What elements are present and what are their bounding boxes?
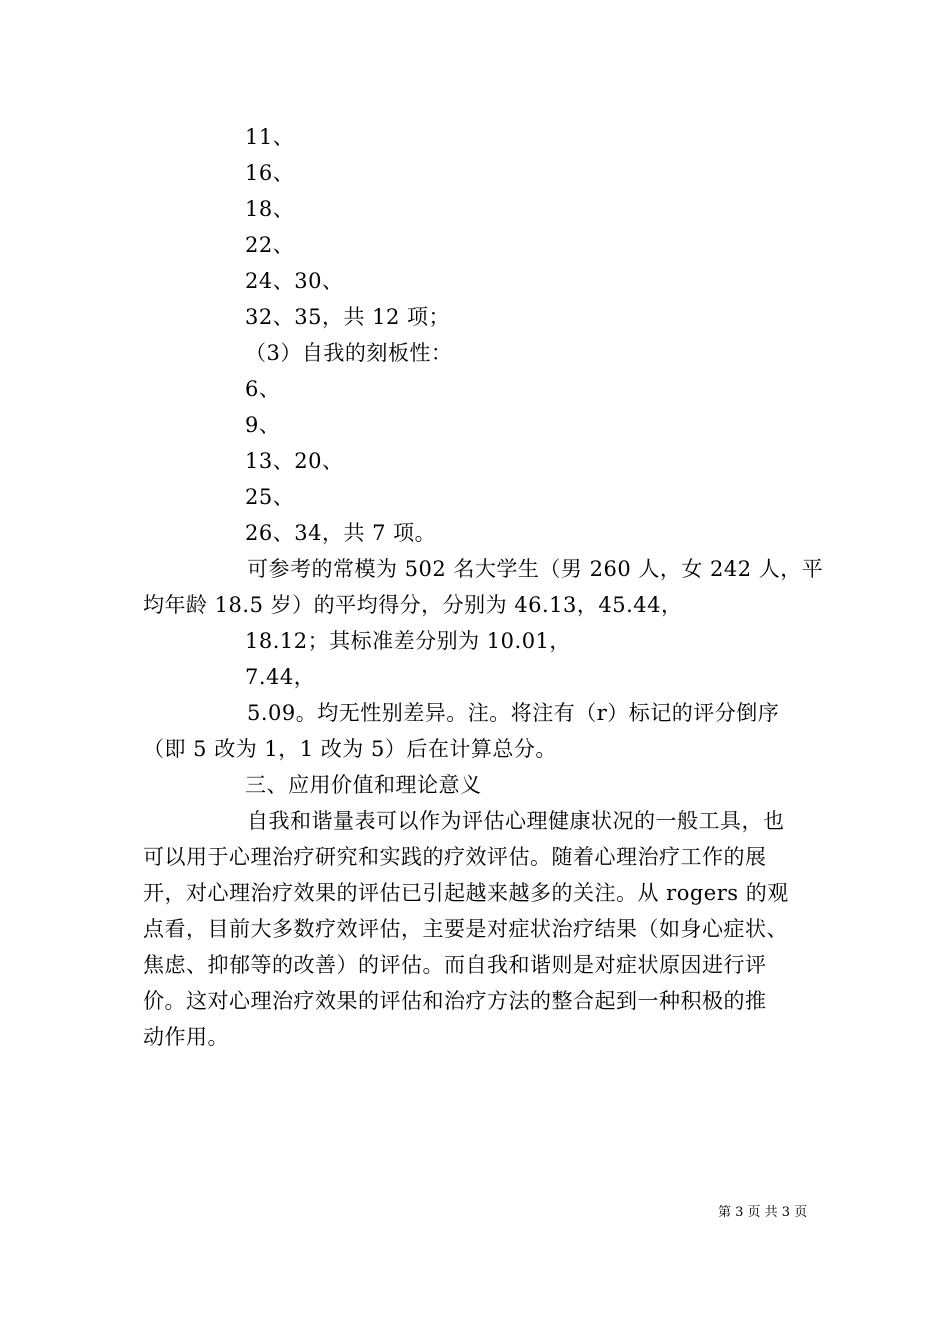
text-line: 16、 [245, 161, 295, 185]
paragraph-line: 价。这对心理治疗效果的评估和治疗方法的整合起到一种积极的推 [143, 989, 767, 1013]
paragraph-line: （即 5 改为 1，1 改为 5）后在计算总分。 [143, 737, 557, 761]
text-line: 24、30、 [245, 269, 344, 293]
paragraph-line: 焦虑、抑郁等的改善）的评估。而自我和谐则是对症状原因进行评 [143, 953, 767, 977]
paragraph-line: 5.09。均无性别差异。注。将注有（r）标记的评分倒序 [247, 701, 780, 725]
paragraph-line: 点看，目前大多数疗效评估，主要是对症状治疗结果（如身心症状、 [143, 917, 788, 941]
text-line: 18、 [245, 197, 295, 221]
text-line: 22、 [245, 233, 295, 257]
section-subheading: （3）自我的刻板性： [245, 341, 453, 365]
text-line: 26、34，共 7 项。 [245, 521, 437, 545]
text-line: 32、35，共 12 项； [245, 305, 451, 329]
paragraph-line: 自我和谐量表可以作为评估心理健康状况的一般工具，也 [247, 809, 785, 833]
text-line: 9、 [245, 413, 281, 437]
paragraph-line: 动作用。 [143, 1025, 229, 1049]
paragraph-line: 可以用于心理治疗研究和实践的疗效评估。随着心理治疗工作的展 [143, 845, 767, 869]
paragraph-line: 均年龄 18.5 岁）的平均得分，分别为 46.13，45.44， [143, 593, 683, 617]
text-line: 25、 [245, 485, 295, 509]
paragraph-line: 可参考的常模为 502 名大学生（男 260 人，女 242 人，平 [247, 557, 824, 581]
paragraph-line: 开，对心理治疗效果的评估已引起越来越多的关注。从 rogers 的观 [143, 881, 789, 905]
section-heading: 三、应用价值和理论意义 [245, 773, 482, 797]
page-number-footer: 第 3 页 共 3 页 [718, 1205, 808, 1220]
paragraph-line: 18.12；其标准差分别为 10.01， [245, 629, 571, 653]
paragraph-line: 7.44， [245, 665, 316, 689]
text-line: 13、20、 [245, 449, 344, 473]
text-line: 6、 [245, 377, 281, 401]
text-line: 11、 [245, 125, 295, 149]
